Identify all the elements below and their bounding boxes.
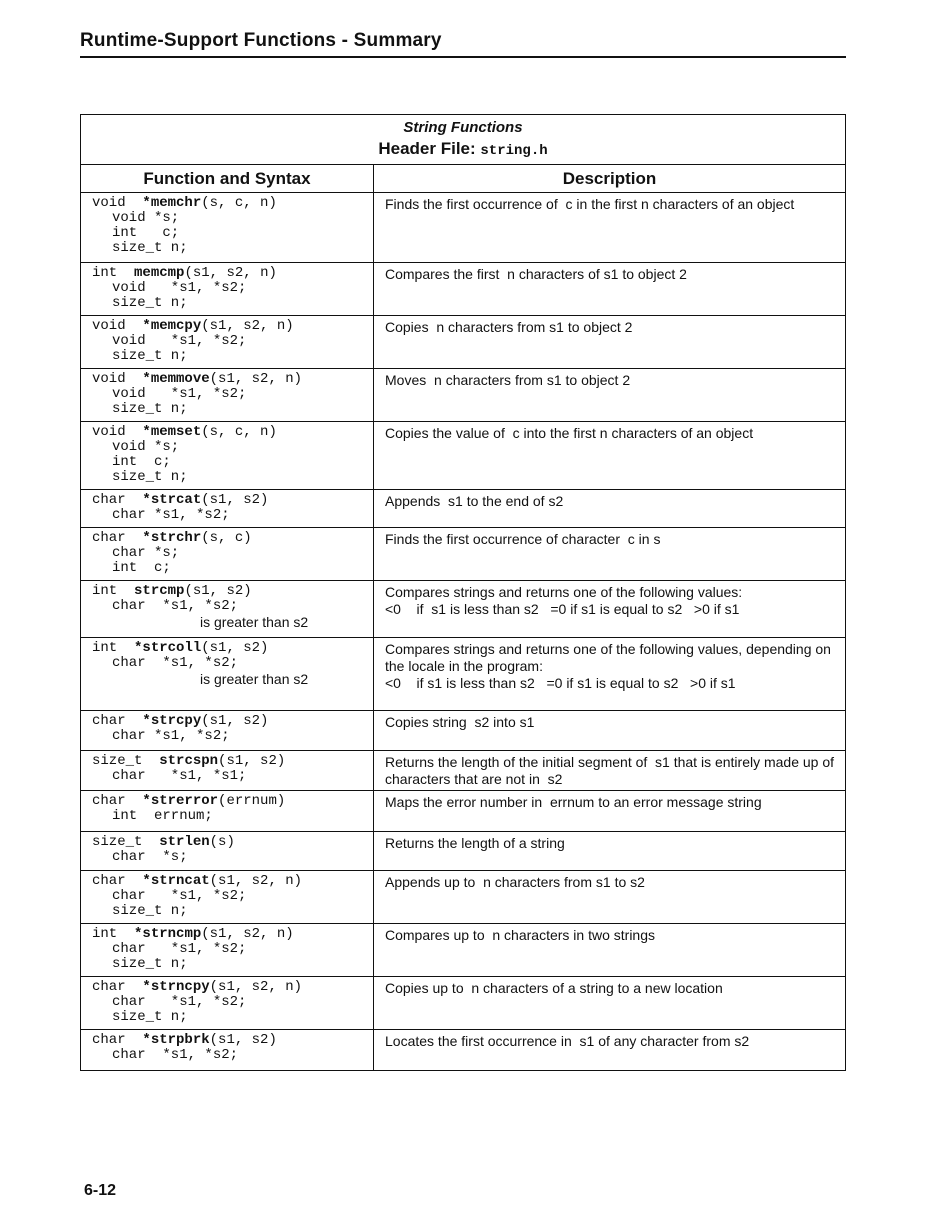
- function-syntax: [81, 871, 373, 923]
- parameter-declaration: size_t n;: [112, 903, 188, 919]
- parameter-declaration: void *s1, *s2;: [112, 333, 247, 349]
- return-type: void: [92, 195, 126, 211]
- function-name: memcmp: [134, 265, 185, 281]
- function-name: *memcpy: [142, 318, 202, 334]
- table-row: [81, 193, 845, 263]
- table-caption: [81, 115, 845, 165]
- return-type: int: [92, 640, 118, 656]
- column-header-function: Function and Syntax: [143, 169, 311, 188]
- function-syntax: [81, 711, 373, 750]
- function-signature: [92, 584, 373, 599]
- function-signature: [92, 319, 373, 334]
- parameter-declaration: char *s;: [112, 849, 188, 865]
- parameter-declaration: char *s1, *s2;: [112, 994, 247, 1010]
- parameter-declaration: int errnum;: [112, 808, 213, 824]
- function-description: Locates the first occurrence in s1 of any character from s2: [373, 1030, 845, 1070]
- function-signature: [92, 493, 373, 508]
- function-args: (s, c, n): [201, 195, 277, 211]
- parameter-declaration: size_t n;: [112, 1009, 188, 1025]
- parameter-declaration: char *s1, *s2;: [112, 728, 230, 744]
- function-syntax: [81, 791, 373, 831]
- return-type: char: [92, 713, 126, 729]
- function-args: (s1, s2): [209, 1032, 277, 1048]
- function-signature: [92, 372, 373, 387]
- function-description: Finds the first occurrence of character c in s: [373, 528, 845, 580]
- table-row: [81, 528, 845, 581]
- return-type: void: [92, 371, 126, 387]
- function-description: Compares the first n characters of s1 to object 2: [373, 263, 845, 315]
- function-name: *strpbrk: [142, 1032, 210, 1048]
- function-name: *strncat: [142, 873, 210, 889]
- function-signature: [92, 1033, 373, 1048]
- function-description: Compares strings and returns one of the following values, depending on the locale in the program: <0 if s1 is less than s2 =0 if s1 is equal to s2 >0 if s1: [373, 638, 845, 710]
- parameter-declaration: int c;: [112, 560, 171, 576]
- function-signature: [92, 196, 373, 211]
- return-type: char: [92, 492, 126, 508]
- function-args: (s1, s2): [201, 713, 269, 729]
- table-row: [81, 422, 845, 490]
- table-row: [81, 369, 845, 422]
- function-signature: [92, 266, 373, 281]
- description-continuation: is greater than s2: [200, 614, 309, 630]
- function-description: Copies up to n characters of a string to a new location: [373, 977, 845, 1029]
- table-row: [81, 832, 845, 871]
- parameter-declaration: void *s;: [112, 439, 180, 455]
- return-type: char: [92, 1032, 126, 1048]
- return-type: char: [92, 530, 126, 546]
- function-args: (s1, s2, n): [209, 371, 303, 387]
- function-description: Appends s1 to the end of s2: [373, 490, 845, 527]
- function-signature: [92, 754, 373, 769]
- function-syntax: [81, 490, 373, 527]
- function-syntax: [81, 1030, 373, 1070]
- return-type: int: [92, 583, 118, 599]
- parameter-declaration: char *s1, *s1;: [112, 768, 247, 784]
- function-signature: [92, 794, 373, 809]
- function-description: Copies the value of c into the first n characters of an object: [373, 422, 845, 489]
- table-row: [81, 751, 845, 791]
- return-type: char: [92, 793, 126, 809]
- function-description: Compares strings and returns one of the following values: <0 if s1 is less than s2 =0 if s1 is equal to s2 >0 if s1: [373, 581, 845, 637]
- function-name: strcmp: [134, 583, 185, 599]
- parameter-declaration: char *s1, *s2;: [112, 888, 247, 904]
- function-args: (s1, s2): [184, 583, 252, 599]
- function-syntax: [81, 263, 373, 315]
- column-header-description: Description: [373, 165, 845, 192]
- parameter-declaration: char *s;: [112, 545, 180, 561]
- table-row: [81, 871, 845, 924]
- function-description: Moves n characters from s1 to object 2: [373, 369, 845, 421]
- parameter-declaration: size_t n;: [112, 469, 188, 485]
- return-type: char: [92, 979, 126, 995]
- function-signature: [92, 874, 373, 889]
- parameter-declaration: int c;: [112, 454, 171, 470]
- function-description: Appends up to n characters from s1 to s2: [373, 871, 845, 923]
- function-syntax: [81, 528, 373, 580]
- function-syntax: [81, 316, 373, 368]
- table-row: [81, 977, 845, 1030]
- function-signature: [92, 714, 373, 729]
- parameter-declaration: void *s1, *s2;: [112, 280, 247, 296]
- function-syntax: [81, 422, 373, 489]
- function-syntax: [81, 638, 373, 710]
- function-description: Maps the error number in errnum to an error message string: [373, 791, 845, 831]
- description-continuation: is greater than s2: [200, 671, 309, 687]
- header-rule: [80, 56, 846, 58]
- return-type: size_t: [92, 834, 143, 850]
- header-file-label: Header File:: [378, 139, 476, 158]
- string-functions-table: [80, 114, 846, 1071]
- function-description: Copies string s2 into s1: [373, 711, 845, 750]
- parameter-declaration: void *s1, *s2;: [112, 386, 247, 402]
- function-name: *strcoll: [134, 640, 202, 656]
- table-row: [81, 490, 845, 528]
- parameter-declaration: size_t n;: [112, 295, 188, 311]
- function-name: *memchr: [142, 195, 202, 211]
- table-row: [81, 638, 845, 711]
- function-name: strcspn: [159, 753, 219, 769]
- function-signature: [92, 641, 373, 656]
- table-row: [81, 1030, 845, 1070]
- function-name: *strncmp: [134, 926, 202, 942]
- function-description: Copies n characters from s1 to object 2: [373, 316, 845, 368]
- function-syntax: [81, 751, 373, 790]
- function-name: *strcat: [142, 492, 202, 508]
- function-args: (s, c): [201, 530, 252, 546]
- table-row: [81, 791, 845, 832]
- table-row: [81, 263, 845, 316]
- function-args: (s1, s2, n): [201, 318, 294, 334]
- function-args: (errnum): [218, 793, 286, 809]
- header-file-name: string.h: [480, 143, 548, 159]
- parameter-declaration: char *s1, *s2;: [112, 598, 239, 614]
- parameter-declaration: size_t n;: [112, 348, 188, 364]
- function-syntax: [81, 924, 373, 976]
- function-args: (s1, s2): [218, 753, 286, 769]
- function-signature: [92, 425, 373, 440]
- parameter-declaration: char *s1, *s2;: [112, 507, 230, 523]
- parameter-declaration: int c;: [112, 225, 180, 241]
- function-name: strlen: [159, 834, 210, 850]
- return-type: void: [92, 318, 126, 334]
- return-type: size_t: [92, 753, 143, 769]
- function-syntax: [81, 581, 373, 637]
- function-description: Finds the first occurrence of c in the first n characters of an object: [373, 193, 845, 262]
- return-type: int: [92, 926, 118, 942]
- function-syntax: [81, 977, 373, 1029]
- table-row: [81, 316, 845, 369]
- function-description: Compares up to n characters in two strings: [373, 924, 845, 976]
- parameter-declaration: char *s1, *s2;: [112, 655, 239, 671]
- page-number: 6-12: [84, 1182, 117, 1199]
- function-signature: [92, 835, 373, 850]
- function-name: *strchr: [142, 530, 202, 546]
- function-args: (s1, s2): [201, 640, 269, 656]
- header-file-line: [81, 138, 845, 162]
- return-type: int: [92, 265, 118, 281]
- function-args: (s, c, n): [201, 424, 277, 440]
- function-name: *strncpy: [142, 979, 210, 995]
- table-row: [81, 711, 845, 751]
- parameter-declaration: size_t n;: [112, 240, 188, 256]
- function-name: *memset: [142, 424, 202, 440]
- parameter-declaration: char *s1, *s2;: [112, 1047, 239, 1063]
- function-syntax: [81, 193, 373, 262]
- function-signature: [92, 927, 373, 942]
- function-signature: [92, 980, 373, 995]
- function-args: (s1, s2, n): [209, 979, 303, 995]
- function-syntax: [81, 832, 373, 870]
- function-name: *strerror: [142, 793, 219, 809]
- table-row: [81, 924, 845, 977]
- parameter-declaration: size_t n;: [112, 401, 188, 417]
- table-body: [81, 193, 845, 1070]
- return-type: char: [92, 873, 126, 889]
- function-signature: [92, 531, 373, 546]
- parameter-declaration: size_t n;: [112, 956, 188, 972]
- parameter-declaration: char *s1, *s2;: [112, 941, 247, 957]
- function-syntax: [81, 369, 373, 421]
- function-name: *memmove: [142, 371, 210, 387]
- function-args: (s1, s2): [201, 492, 269, 508]
- function-args: (s): [209, 834, 235, 850]
- table-row: [81, 581, 845, 638]
- function-args: (s1, s2, n): [184, 265, 277, 281]
- column-headers: [81, 165, 845, 193]
- function-args: (s1, s2, n): [209, 873, 303, 889]
- page-header: Runtime-Support Functions - Summary: [80, 30, 442, 51]
- function-description: Returns the length of a string: [373, 832, 845, 870]
- function-args: (s1, s2, n): [201, 926, 294, 942]
- parameter-declaration: void *s;: [112, 210, 180, 226]
- return-type: void: [92, 424, 126, 440]
- table-subtitle: String Functions: [403, 119, 523, 136]
- function-description: Returns the length of the initial segment of s1 that is entirely made up of characters that are not in s2: [373, 751, 845, 790]
- function-name: *strcpy: [142, 713, 202, 729]
